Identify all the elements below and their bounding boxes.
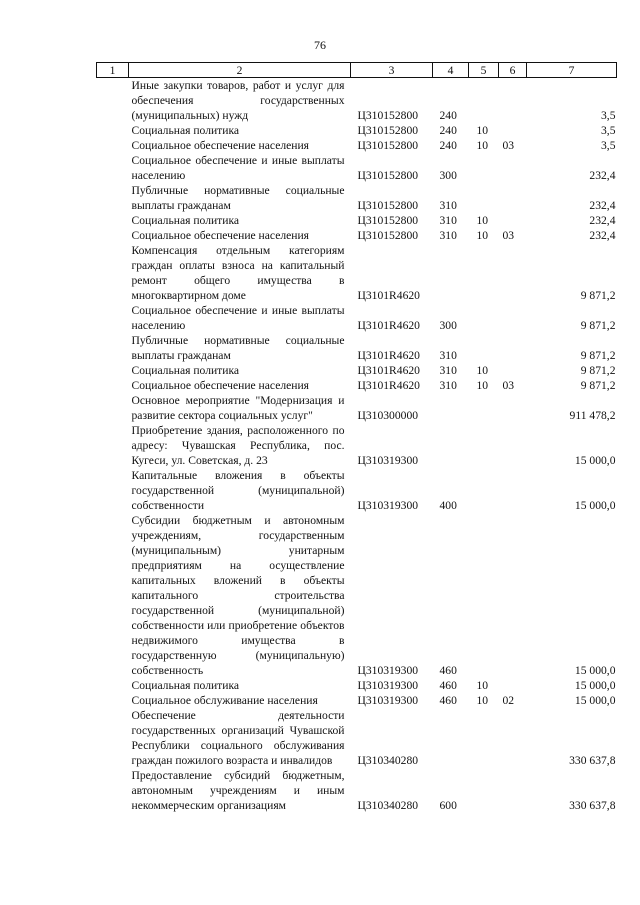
row-vr-cell	[433, 393, 469, 423]
row-rz-cell	[469, 423, 499, 468]
row-pr-cell	[499, 513, 527, 678]
row-rz-cell: 10	[476, 214, 489, 227]
row-amount-cell: 232,4	[589, 214, 616, 227]
row-pr-cell	[499, 423, 527, 468]
row-number-cell	[97, 693, 129, 708]
row-vr-cell: 460	[439, 679, 457, 692]
row-rz-cell: 10	[476, 139, 489, 152]
row-csr-cell: Ц310319300	[357, 679, 419, 692]
row-vr-cell: 300	[439, 169, 457, 182]
row-csr-cell: Ц310319300	[357, 454, 419, 467]
row-number-cell	[97, 768, 129, 813]
row-pr-cell	[499, 303, 527, 333]
row-csr-cell: Ц310152800	[357, 214, 419, 227]
header-col-2: 2	[129, 63, 351, 78]
row-pr-cell	[499, 123, 527, 138]
row-vr-cell: 310	[439, 364, 457, 377]
row-csr-cell: Ц3101R4620	[357, 319, 420, 332]
row-number-cell	[97, 303, 129, 333]
row-rz-cell	[469, 468, 499, 513]
row-rz-cell	[469, 513, 499, 678]
row-csr-cell: Ц3101R4620	[357, 289, 420, 302]
table-row	[97, 363, 617, 378]
table-row	[97, 378, 617, 393]
header-col-4: 4	[433, 63, 469, 78]
table-row	[97, 768, 617, 813]
row-pr-cell: 02	[502, 694, 515, 707]
row-rz-cell	[469, 183, 499, 213]
page-number: 76	[314, 38, 326, 52]
row-csr-cell: Ц3101R4620	[357, 349, 420, 362]
row-number-cell	[97, 468, 129, 513]
row-rz-cell	[469, 333, 499, 363]
row-pr-cell	[499, 153, 527, 183]
row-vr-cell: 310	[439, 199, 457, 212]
row-rz-cell	[469, 393, 499, 423]
row-name-cell: Основное мероприятие "Модернизация и развитие сектора социальных услуг"	[131, 394, 345, 422]
header-col-3: 3	[351, 63, 433, 78]
row-csr-cell: Ц310152800	[357, 169, 419, 182]
row-pr-cell: 03	[502, 379, 515, 392]
row-rz-cell	[469, 708, 499, 768]
row-name-cell: Предоставление субсидий бюджетным, автономным учреждениям и иным некоммерческим организациям	[131, 769, 345, 812]
row-pr-cell: 03	[502, 139, 515, 152]
table-row	[97, 468, 617, 513]
row-amount-cell: 15 000,0	[574, 499, 616, 512]
row-vr-cell: 240	[439, 109, 457, 122]
header-col-5: 5	[469, 63, 499, 78]
row-vr-cell: 600	[439, 799, 457, 812]
row-amount-cell: 3,5	[601, 139, 616, 152]
row-number-cell	[97, 708, 129, 768]
table-row	[97, 78, 617, 124]
row-rz-cell: 10	[476, 679, 489, 692]
row-amount-cell: 9 871,2	[580, 319, 616, 332]
row-number-cell	[97, 138, 129, 153]
row-pr-cell	[499, 468, 527, 513]
row-name-cell: Социальное обеспечение населения	[131, 229, 310, 242]
row-amount-cell: 9 871,2	[580, 364, 616, 377]
row-csr-cell: Ц310300000	[357, 409, 419, 422]
row-rz-cell	[469, 153, 499, 183]
row-number-cell	[97, 243, 129, 303]
row-csr-cell: Ц310340280	[357, 799, 419, 812]
row-name-cell: Обеспечение деятельности государственных организаций Чувашской Республики социального обслуживания граждан пожилого возраста и инвалидов	[131, 709, 345, 767]
row-rz-cell: 10	[476, 229, 489, 242]
row-name-cell: Социальное обеспечение и иные выплаты населению	[131, 304, 345, 332]
budget-table	[96, 62, 617, 813]
row-name-cell: Публичные нормативные социальные выплаты гражданам	[131, 334, 345, 362]
row-pr-cell	[499, 213, 527, 228]
row-pr-cell: 03	[502, 229, 515, 242]
row-pr-cell	[499, 333, 527, 363]
row-amount-cell: 330 637,8	[569, 799, 616, 812]
row-csr-cell: Ц310152800	[357, 109, 419, 122]
row-vr-cell: 310	[439, 379, 457, 392]
row-vr-cell	[433, 423, 469, 468]
row-amount-cell: 911 478,2	[569, 409, 616, 422]
row-number-cell	[97, 183, 129, 213]
row-csr-cell: Ц310319300	[357, 664, 419, 677]
row-vr-cell: 460	[439, 694, 457, 707]
table-row	[97, 513, 617, 678]
table-row	[97, 138, 617, 153]
table-row	[97, 183, 617, 213]
row-vr-cell: 310	[439, 349, 457, 362]
row-amount-cell: 15 000,0	[574, 694, 616, 707]
row-rz-cell	[469, 78, 499, 124]
row-pr-cell	[499, 183, 527, 213]
row-amount-cell: 9 871,2	[580, 349, 616, 362]
row-amount-cell: 15 000,0	[574, 664, 616, 677]
row-number-cell	[97, 123, 129, 138]
row-pr-cell	[499, 78, 527, 124]
row-amount-cell: 9 871,2	[580, 379, 616, 392]
row-name-cell: Социальное обеспечение населения	[131, 139, 310, 152]
row-number-cell	[97, 213, 129, 228]
row-csr-cell: Ц3101R4620	[357, 379, 420, 392]
row-number-cell	[97, 153, 129, 183]
row-pr-cell	[499, 243, 527, 303]
row-name-cell: Социальная политика	[131, 214, 240, 227]
row-vr-cell: 240	[439, 124, 457, 137]
row-rz-cell: 10	[476, 379, 489, 392]
row-amount-cell: 15 000,0	[574, 454, 616, 467]
row-number-cell	[97, 78, 129, 124]
row-csr-cell: Ц310152800	[357, 229, 419, 242]
row-rz-cell	[469, 303, 499, 333]
row-vr-cell: 310	[439, 229, 457, 242]
row-number-cell	[97, 333, 129, 363]
row-name-cell: Социальная политика	[131, 124, 240, 137]
row-name-cell: Социальное обслуживание населения	[131, 694, 318, 707]
row-amount-cell: 330 637,8	[569, 754, 616, 767]
row-rz-cell: 10	[476, 124, 489, 137]
row-amount-cell: 15 000,0	[574, 679, 616, 692]
row-amount-cell: 232,4	[589, 229, 616, 242]
row-number-cell	[97, 228, 129, 243]
row-csr-cell: Ц310319300	[357, 499, 419, 512]
row-csr-cell: Ц310152800	[357, 199, 419, 212]
table-body	[97, 78, 617, 814]
row-number-cell	[97, 363, 129, 378]
row-name-cell: Субсидии бюджетным и автономным учреждениям, государственным (муниципальным) унитарным предприятиям на осуществление капитальных вложений в объекты капитального строительства государственной (муниципальной) собственности или приобретение объектов недвижимого имущества в государственную (муниципальную) собственность	[131, 514, 345, 677]
row-amount-cell: 3,5	[601, 124, 616, 137]
row-amount-cell: 232,4	[589, 169, 616, 182]
row-csr-cell: Ц310319300	[357, 694, 419, 707]
row-amount-cell: 232,4	[589, 199, 616, 212]
row-vr-cell	[433, 243, 469, 303]
row-name-cell: Капитальные вложения в объекты государственной (муниципальной) собственности	[131, 469, 345, 512]
row-vr-cell: 240	[439, 139, 457, 152]
table-row	[97, 123, 617, 138]
row-name-cell: Социальное обеспечение и иные выплаты населению	[131, 154, 345, 182]
header-col-6: 6	[499, 63, 527, 78]
row-number-cell	[97, 378, 129, 393]
row-vr-cell: 460	[439, 664, 457, 677]
table-row	[97, 393, 617, 423]
table-row	[97, 678, 617, 693]
row-rz-cell	[469, 768, 499, 813]
row-vr-cell: 400	[439, 499, 457, 512]
table-header	[97, 63, 617, 78]
table-row	[97, 333, 617, 363]
row-rz-cell	[469, 243, 499, 303]
row-vr-cell	[433, 708, 469, 768]
table-row	[97, 228, 617, 243]
table-row	[97, 153, 617, 183]
table-row	[97, 693, 617, 708]
table-row	[97, 243, 617, 303]
row-number-cell	[97, 393, 129, 423]
table-row	[97, 423, 617, 468]
row-amount-cell: 9 871,2	[580, 289, 616, 302]
table-row	[97, 708, 617, 768]
row-name-cell: Приобретение здания, расположенного по адресу: Чувашская Республика, пос. Кугеси, ул. Советская, д. 23	[131, 424, 345, 467]
row-csr-cell: Ц310340280	[357, 754, 419, 767]
row-number-cell	[97, 423, 129, 468]
row-name-cell: Иные закупки товаров, работ и услуг для обеспечения государственных (муниципальных) нужд	[131, 79, 345, 122]
table-row	[97, 213, 617, 228]
row-name-cell: Социальная политика	[131, 364, 240, 377]
row-number-cell	[97, 678, 129, 693]
row-pr-cell	[499, 708, 527, 768]
row-pr-cell	[499, 768, 527, 813]
row-pr-cell	[499, 393, 527, 423]
row-pr-cell	[499, 363, 527, 378]
row-name-cell: Публичные нормативные социальные выплаты гражданам	[131, 184, 345, 212]
row-vr-cell: 310	[439, 214, 457, 227]
table-row	[97, 303, 617, 333]
row-name-cell: Социальное обеспечение населения	[131, 379, 310, 392]
row-name-cell: Компенсация отдельным категориям граждан оплаты взноса на капитальный ремонт общего имущества в многоквартирном доме	[131, 244, 345, 302]
row-csr-cell: Ц310152800	[357, 124, 419, 137]
row-rz-cell: 10	[476, 364, 489, 377]
row-csr-cell: Ц310152800	[357, 139, 419, 152]
row-rz-cell: 10	[476, 694, 489, 707]
row-name-cell: Социальная политика	[131, 679, 240, 692]
row-amount-cell: 3,5	[601, 109, 616, 122]
header-col-1: 1	[97, 63, 129, 78]
row-pr-cell	[499, 678, 527, 693]
row-number-cell	[97, 513, 129, 678]
header-col-7: 7	[527, 63, 617, 78]
row-vr-cell: 300	[439, 319, 457, 332]
row-csr-cell: Ц3101R4620	[357, 364, 420, 377]
